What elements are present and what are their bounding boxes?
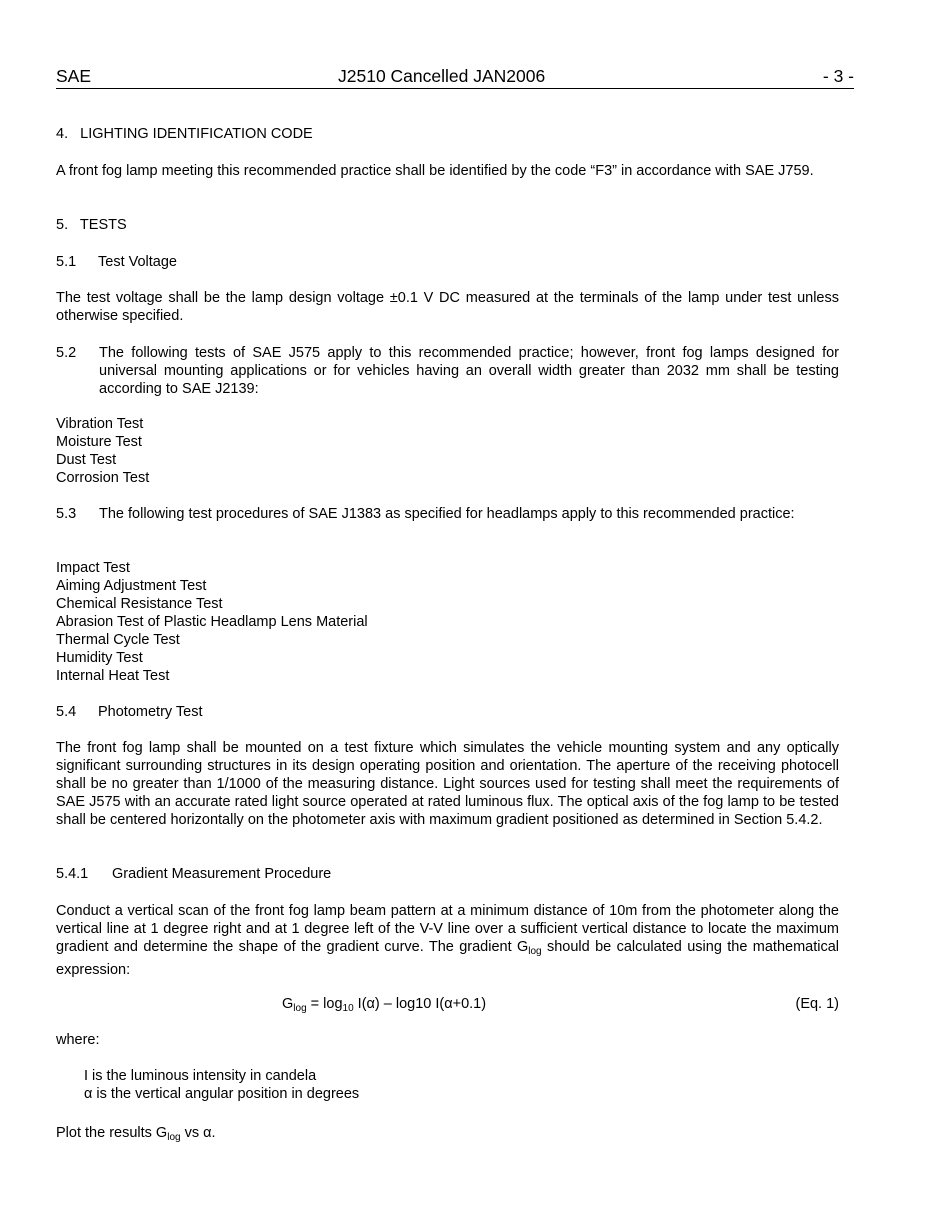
header-left: SAE bbox=[56, 66, 92, 86]
list-item: Internal Heat Test bbox=[56, 668, 170, 684]
list-item: Impact Test bbox=[56, 560, 130, 576]
section-4-title: 4. LIGHTING IDENTIFICATION CODE bbox=[56, 126, 313, 142]
list-item: Vibration Test bbox=[56, 416, 144, 432]
list-item: Humidity Test bbox=[56, 650, 143, 666]
list-item: Dust Test bbox=[56, 452, 117, 468]
section-number: 5.4.1 bbox=[56, 866, 89, 882]
section-5-2-text: The following tests of SAE J575 apply to this recommended practice; however, front fog lamps designed for universal mounting applications or for vehicles having an overall width greater than 2032 mm shall be testing according to SAE J2139: bbox=[99, 345, 839, 397]
list-item: Abrasion Test of Plastic Headlamp Lens Material bbox=[56, 614, 368, 630]
section-number: 5.4 bbox=[56, 704, 77, 720]
section-5-title: 5. TESTS bbox=[56, 217, 127, 233]
section-5-4-1-paragraph: Conduct a vertical scan of the front fog lamp beam pattern at a minimum distance of 10m from the photometer along the vertical line at 1 degree right and at 1 degree left of the V-V line over a sufficient vertical distance to locate the maximum gradient and determine the shape of the gradient curve. The gradient $G_{log}$ should be calculated using the mathematical expression: bbox=[56, 903, 839, 978]
section-number: 5.3 bbox=[56, 506, 77, 522]
plot-instruction: Plot the results $G_{log}$ vs α. bbox=[56, 1125, 216, 1143]
section-5-4-paragraph: The front fog lamp shall be mounted on a test fixture which simulates the vehicle mounting system and any optically significant surrounding structures in its design operating position and orientation. The aperture of the receiving photocell shall be no greater than 1/1000 of the measuring distance. Light sources used for testing shall meet the requirements of SAE J575 with an accurate rated light source operated at rated luminous flux. The optical axis of the fog lamp to be tested shall be centered horizontally on the photometer axis with maximum gradient positioned as determined in Section 5.4.2. bbox=[56, 740, 839, 828]
section-5-3 bbox=[56, 505, 839, 523]
list-item: Aiming Adjustment Test bbox=[56, 578, 207, 594]
list-item: Chemical Resistance Test bbox=[56, 596, 223, 612]
section-title: Gradient Measurement Procedure bbox=[112, 866, 332, 882]
section-4-paragraph: A front fog lamp meeting this recommended practice shall be identified by the code “F3” in accordance with SAE J759. bbox=[56, 163, 814, 179]
header-center: J2510 Cancelled JAN2006 bbox=[338, 66, 546, 86]
section-5-3-text: The following test procedures of SAE J1383 as specified for headlamps apply to this recommended practice: bbox=[99, 506, 795, 522]
section-5-2 bbox=[56, 344, 839, 398]
section-5-1-heading bbox=[56, 253, 839, 271]
list-item: Corrosion Test bbox=[56, 470, 150, 486]
section-5-2-list bbox=[56, 415, 839, 487]
list-item: Thermal Cycle Test bbox=[56, 632, 180, 648]
section-number: 5.1 bbox=[56, 254, 77, 270]
section-5-4-1-heading bbox=[56, 865, 839, 883]
section-5-4-heading bbox=[56, 703, 839, 721]
section-title: Test Voltage bbox=[98, 254, 177, 270]
page-header bbox=[56, 66, 854, 89]
section-number: 5.2 bbox=[56, 345, 77, 361]
header-page-number: - 3 - bbox=[822, 66, 854, 86]
equation-label: (Eq. 1) bbox=[795, 996, 839, 1012]
section-5-3-list bbox=[56, 559, 839, 685]
section-5-1-paragraph: The test voltage shall be the lamp design voltage ±0.1 V DC measured at the terminals of the lamp under test unless otherwise specified. bbox=[56, 290, 839, 324]
where-definition-1: I is the luminous intensity in candela bbox=[84, 1068, 317, 1084]
where-definition-2: α is the vertical angular position in degrees bbox=[84, 1086, 360, 1102]
list-item: Moisture Test bbox=[56, 434, 142, 450]
where-label: where: bbox=[56, 1032, 100, 1048]
equation-expression: $G_{log} = \log_{10} I(\alpha) - \log 10$ I(α+0.1) bbox=[282, 996, 487, 1014]
section-title: Photometry Test bbox=[98, 704, 203, 720]
